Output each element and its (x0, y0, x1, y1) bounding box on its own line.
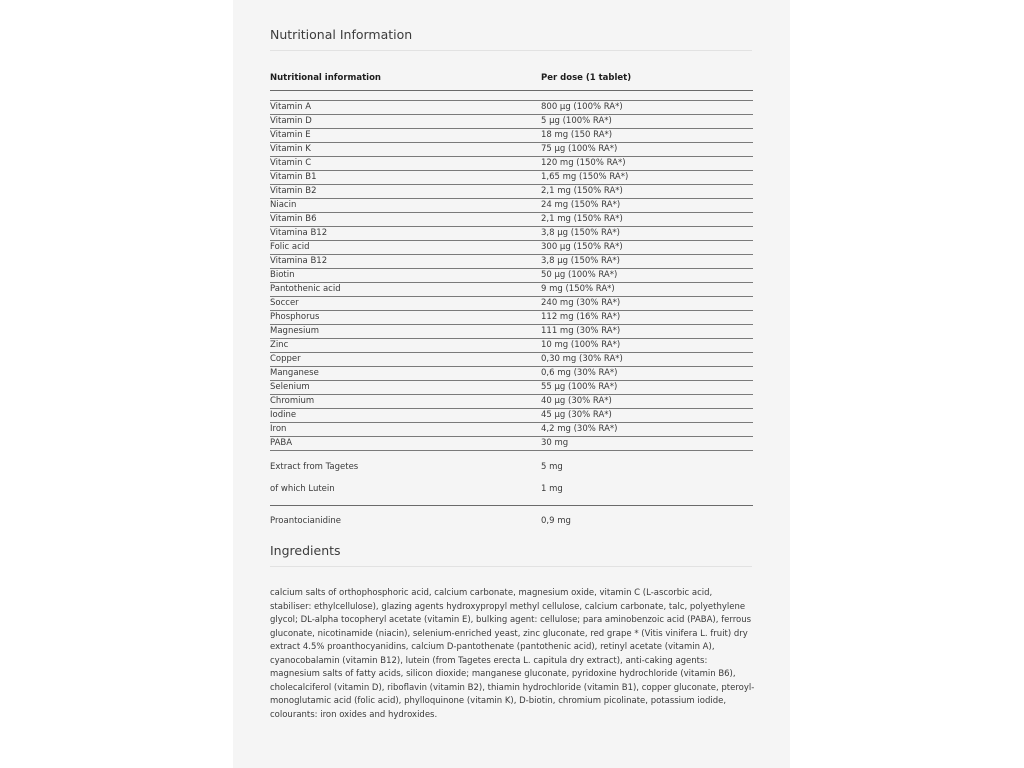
nutrient-name: Phosphorus (270, 312, 320, 322)
nutrient-value: 40 µg (30% RA*) (541, 396, 612, 406)
nutrient-name: Manganese (270, 368, 319, 378)
nutrient-name: Selenium (270, 382, 310, 392)
nutrient-value: 300 µg (150% RA*) (541, 242, 623, 252)
nutrition-row (270, 114, 753, 128)
nutrient-value: 75 µg (100% RA*) (541, 144, 618, 154)
nutrient-name: PABA (270, 438, 293, 448)
nutrition-table-body (270, 100, 753, 451)
nutrition-row (270, 394, 753, 408)
nutrient-name: Vitamina B12 (270, 256, 328, 266)
nutrient-name: Vitamin E (270, 130, 311, 140)
nutrition-row (270, 436, 753, 451)
nutrient-name: Pantothenic acid (270, 284, 341, 294)
ingredients-section-title: Ingredients (270, 543, 341, 558)
nutrient-value: 2,1 mg (150% RA*) (541, 214, 623, 224)
nutrition-row (270, 226, 753, 240)
nutrient-value: 50 µg (100% RA*) (541, 270, 618, 280)
nutrition-row (270, 212, 753, 226)
nutrient-value: 3,8 µg (150% RA*) (541, 256, 620, 266)
nutrient-name: Extract from Tagetes (270, 462, 359, 472)
nutrient-name: Vitamin A (270, 102, 312, 112)
column-header-per-dose: Per dose (1 tablet) (541, 73, 632, 83)
nutrient-name: Soccer (270, 298, 299, 308)
nutrient-name: Iron (270, 424, 287, 434)
nutrient-name: Zinc (270, 340, 289, 350)
nutrient-value: 1 mg (541, 484, 563, 494)
nutrient-value: 3,8 µg (150% RA*) (541, 228, 620, 238)
nutrition-row (270, 156, 753, 170)
nutrition-row (270, 422, 753, 436)
nutrient-value: 240 mg (30% RA*) (541, 298, 621, 308)
nutrient-value: 5 mg (541, 462, 563, 472)
nutrition-row-lutein (270, 483, 753, 495)
nutrient-name: Vitamin B2 (270, 186, 317, 196)
nutrition-row (270, 254, 753, 268)
nutrient-value: 10 mg (100% RA*) (541, 340, 621, 350)
nutrient-name: Vitamin B6 (270, 214, 317, 224)
nutrient-value: 0,6 mg (30% RA*) (541, 368, 618, 378)
nutrition-row (270, 142, 753, 156)
nutrient-value: 4,2 mg (30% RA*) (541, 424, 618, 434)
nutrition-row (270, 184, 753, 198)
nutrition-row (270, 268, 753, 282)
nutrient-value: 5 µg (100% RA*) (541, 116, 612, 126)
nutrient-name: Niacin (270, 200, 297, 210)
nutrient-value: 1,65 mg (150% RA*) (541, 172, 629, 182)
nutrition-row-proanthocyanidine (270, 515, 753, 527)
extract-divider (270, 505, 753, 506)
nutrient-value: 0,30 mg (30% RA*) (541, 354, 623, 364)
ingredients-text: calcium salts of orthophosphoric acid, calcium carbonate, magnesium oxide, vitamin C (L-ascorbic acid, stabiliser: ethylcellulose), glazing agents hydroxypropyl methyl cellulose, calcium carbonate, talc, polyethylene glycol; DL-alpha tocopheryl acetate (vitamin E), bulking agent: cellulose; para aminobenzoic acid (PABA), ferrous gluconate, nicotinamide (niacin), selenium-enriched yeast, zinc gluconate, red grape * (Vitis vinifera L. fruit) dry extract 4.5% proanthocyanidins, calcium D-pantothenate (pantothenic acid), retinyl acetate (vitamin A), cyanocobalamin (vitamin B12), lutein (from Tagetes erecta L. capitula dry extract), anti-caking agents: magnesium salts of fatty acids, silicon dioxide; manganese gluconate, pyridoxine hydrochloride (vitamin B6), cholecalciferol (vitamin D), riboflavin (vitamin B2), thiamin hydrochloride (vitamin B1), copper gluconate, pteroyl-monoglutamic acid (folic acid), phylloquinone (vitamin K), D-biotin, chromium picolinate, potassium iodide, colourants: iron oxides and hydroxides. (270, 588, 755, 720)
nutrient-value: 120 mg (150% RA*) (541, 158, 626, 168)
nutrient-name: Iodine (270, 410, 297, 420)
nutrition-title-divider (270, 50, 752, 51)
nutrient-name: of which Lutein (270, 484, 335, 494)
nutrient-value: 800 µg (100% RA*) (541, 102, 623, 112)
nutrition-row (270, 170, 753, 184)
nutrition-row (270, 100, 753, 114)
nutrition-row (270, 352, 753, 366)
nutrition-row (270, 408, 753, 422)
nutrition-row (270, 198, 753, 212)
nutrient-name: Vitamin B1 (270, 172, 317, 182)
nutrition-section-title: Nutritional Information (270, 27, 413, 42)
table-header-divider (270, 90, 753, 91)
nutrient-value: 0,9 mg (541, 516, 571, 526)
nutrient-value: 112 mg (16% RA*) (541, 312, 621, 322)
nutrient-value: 111 mg (30% RA*) (541, 326, 621, 336)
nutrient-name: Vitamin C (270, 158, 312, 168)
nutrition-row (270, 324, 753, 338)
nutrient-name: Folic acid (270, 242, 310, 252)
nutrient-value: 9 mg (150% RA*) (541, 284, 615, 294)
nutrition-row (270, 380, 753, 394)
nutrient-value: 24 mg (150% RA*) (541, 200, 621, 210)
nutrient-value: 55 µg (100% RA*) (541, 382, 618, 392)
nutrition-row (270, 240, 753, 254)
nutrient-value: 45 µg (30% RA*) (541, 410, 612, 420)
nutrition-row-extract (270, 461, 753, 473)
nutrient-name: Copper (270, 354, 301, 364)
nutrient-name: Vitamin D (270, 116, 312, 126)
content-panel (233, 0, 790, 768)
nutrition-row (270, 310, 753, 324)
nutrient-value: 2,1 mg (150% RA*) (541, 186, 623, 196)
nutrition-row (270, 338, 753, 352)
nutrient-name: Proantocianidine (270, 516, 341, 526)
column-header-nutrient: Nutritional information (270, 73, 381, 83)
nutrient-name: Vitamin K (270, 144, 311, 154)
nutrient-name: Magnesium (270, 326, 320, 336)
nutrient-name: Chromium (270, 396, 315, 406)
nutrient-value: 18 mg (150 RA*) (541, 130, 613, 140)
nutrition-row (270, 128, 753, 142)
nutrient-name: Biotin (270, 270, 295, 280)
nutrition-table-header (270, 73, 753, 86)
nutrition-row (270, 282, 753, 296)
nutrition-row (270, 296, 753, 310)
nutrition-row (270, 366, 753, 380)
nutrient-value: 30 mg (541, 438, 569, 448)
nutrient-name: Vitamina B12 (270, 228, 328, 238)
ingredients-title-divider (270, 566, 752, 567)
